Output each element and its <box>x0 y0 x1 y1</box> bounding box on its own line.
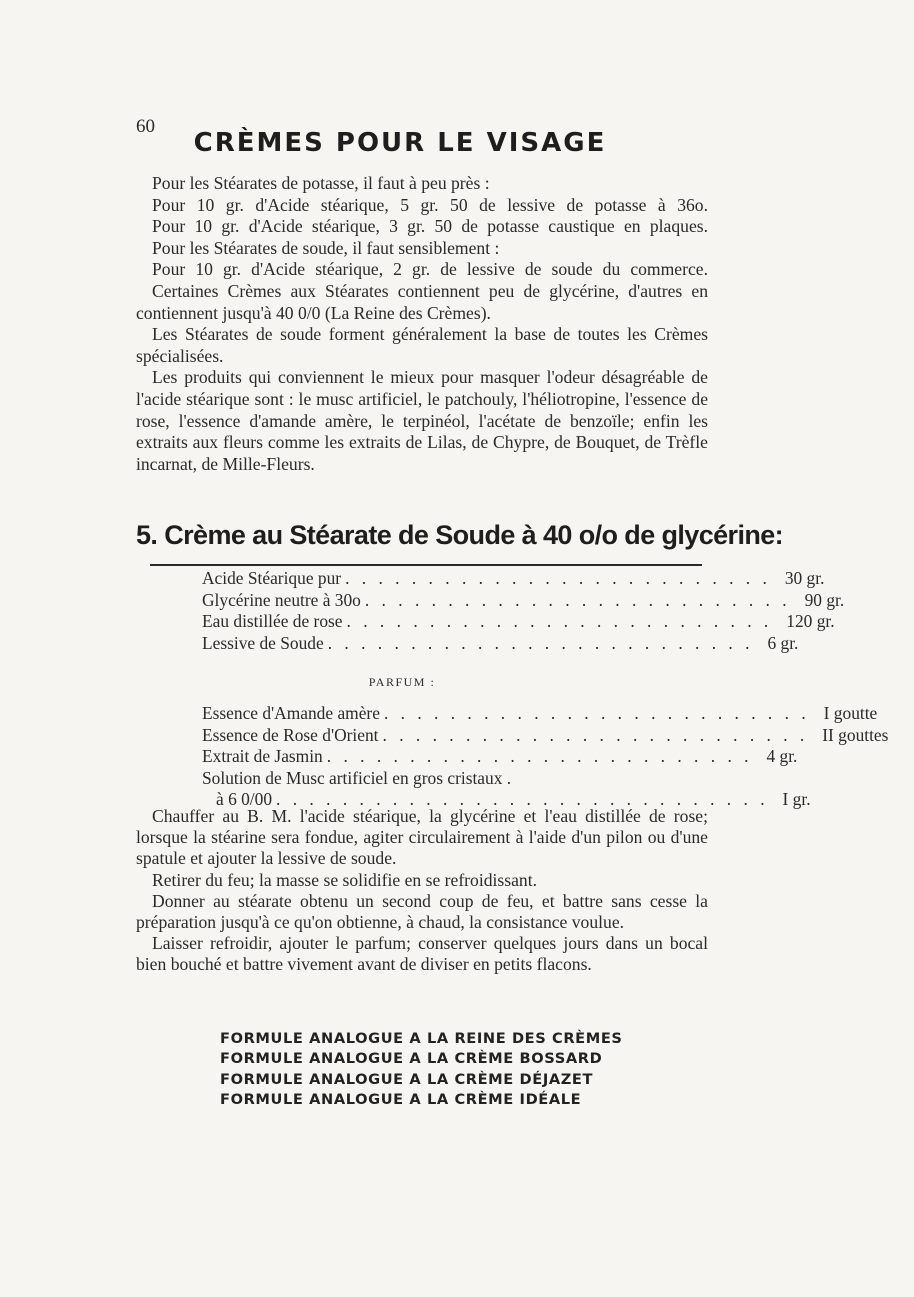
ingredient-row <box>202 611 835 633</box>
parfum-row <box>202 702 878 725</box>
ingredient-row <box>202 568 825 590</box>
dot-leader: . . . . . . . . . . . . . . . . . . . . . . . . . . <box>346 611 773 632</box>
instruction-paragraph: Retirer du feu; la masse se solidifie en se refroidissant. <box>152 869 537 890</box>
ingredient-row <box>202 589 845 612</box>
formula-list <box>220 1029 623 1111</box>
parfum-name: Extrait de Jasmin <box>202 746 323 767</box>
recipe-table <box>202 568 889 811</box>
parfum-qty: I goutte <box>823 702 878 723</box>
page-number: 60 <box>136 116 155 137</box>
formula-item: FORMULE ANALOGUE A LA CRÈME BOSSARD <box>220 1050 603 1068</box>
intro-line: Pour les Stéarates de potasse, il faut à peu près : <box>152 173 490 193</box>
section-rule <box>150 564 702 566</box>
dot-leader: . . . . . . . . . . . . . . . . . . . . . . . . . . <box>326 746 753 767</box>
dot-leader: . . . . . . . . . . . . . . . . . . . . . . . . . . <box>383 702 810 723</box>
paragraph: Les Stéarates de soude forment généralement la base de toutes les Crèmes spécialisées. <box>136 324 708 366</box>
dot-leader: . . . . . . . . . . . . . . . . . . . . . . . . . . <box>327 632 754 653</box>
intro-line: Pour 10 gr. d'Acide stéarique, 5 gr. 50 de lessive de potasse à 36o. <box>152 194 708 215</box>
ingredient-qty: 6 gr. <box>767 632 799 653</box>
ingredient-qty: 30 gr. <box>784 568 825 588</box>
parfum-name: Solution de Musc artificiel en gros cristaux . <box>202 767 512 788</box>
ingredient-qty: 120 gr. <box>786 611 835 632</box>
dot-leader: . . . . . . . . . . . . . . . . . . . . . . . . . . <box>345 568 771 588</box>
instruction-paragraph: Laisser refroidir, ajouter le parfum; conserver quelques jours dans un bocal bien bouché et battre vivement avant de diviser en petits flacons. <box>136 933 708 975</box>
instruction-paragraph: Chauffer au B. M. l'acide stéarique, la glycérine et l'eau distillée de rose; lorsque la stéarine sera fondue, agiter circulairement à l'aide d'un pilon ou d'une spatule et ajouter la lessive de soude. <box>136 806 708 869</box>
parfum-row <box>202 724 889 747</box>
dot-leader: . . . . . . . . . . . . . . . . . . . . . . . . . . <box>364 589 791 610</box>
page-header: CRÈMES POUR LE VISAGE <box>193 128 607 158</box>
parfum-row <box>202 746 798 768</box>
intro-line: Pour 10 gr. d'Acide stéarique, 2 gr. de lessive de soude du commerce. <box>152 259 708 280</box>
ingredient-row <box>202 632 799 655</box>
ingredient-name: Eau distillée de rose <box>202 611 343 632</box>
formula-item: FORMULE ANALOGUE A LA REINE DES CRÈMES <box>220 1030 623 1047</box>
instructions-text <box>136 806 708 976</box>
paragraph: Les produits qui conviennent le mieux pour masquer l'odeur désagréable de l'acide stéarique sont : le musc artificiel, le patchouly, l'héliotropine, l'essence de rose, l'essence d'amande amère, le terpinéol, l'acétate de benzoïle; enfin les extraits aux fleurs comme les extraits de Lilas, de Chypre, de Bouquet, de Trèfle incarnat, de Mille-Fleurs. <box>136 367 708 474</box>
intro-line: Pour 10 gr. d'Acide stéarique, 3 gr. 50 de potasse caustique en plaques. <box>152 216 708 237</box>
ingredient-name: Lessive de Soude <box>202 632 324 653</box>
parfum-name: Essence de Rose d'Orient <box>202 724 379 745</box>
parfum-qty: I gr. <box>782 789 811 810</box>
parfum-label: PARFUM : <box>368 675 436 690</box>
parfum-qty: 4 gr. <box>766 746 798 767</box>
ingredient-name: Acide Stéarique pur <box>202 568 342 588</box>
intro-line: Pour les Stéarates de soude, il faut sensiblement : <box>152 237 500 258</box>
dot-leader: . . . . . . . . . . . . . . . . . . . . . . . . . . . . . . <box>276 789 769 810</box>
parfum-row <box>202 768 662 790</box>
parfum-name: à 6 0/00 <box>216 789 273 810</box>
parfum-qty: II gouttes <box>822 724 889 745</box>
formula-item: FORMULE ANALOGUE A LA CRÈME DÉJAZET <box>220 1070 594 1088</box>
parfum-name: Essence d'Amande amère <box>202 702 380 723</box>
ingredient-name: Glycérine neutre à 30o <box>202 589 361 610</box>
instruction-paragraph: Donner au stéarate obtenu un second coup de feu, et battre sans cesse la préparation jusqu'à ce qu'on obtienne, à chaud, la consistance voulue. <box>136 890 708 933</box>
ingredient-qty: 90 gr. <box>804 589 845 610</box>
dot-leader: . . . . . . . . . . . . . . . . . . . . . . . . . . <box>382 724 809 745</box>
section-title: 5. Crème au Stéarate de Soude à 40 o/o de glycérine: <box>136 520 784 550</box>
formula-item: FORMULE ANALOGUE A LA CRÈME IDÉALE <box>220 1091 582 1109</box>
paragraph: Certaines Crèmes aux Stéarates contiennent peu de glycérine, d'autres en contiennent jusqu'à 40 0/0 (La Reine des Crèmes). <box>136 280 708 323</box>
intro-text <box>136 173 708 475</box>
